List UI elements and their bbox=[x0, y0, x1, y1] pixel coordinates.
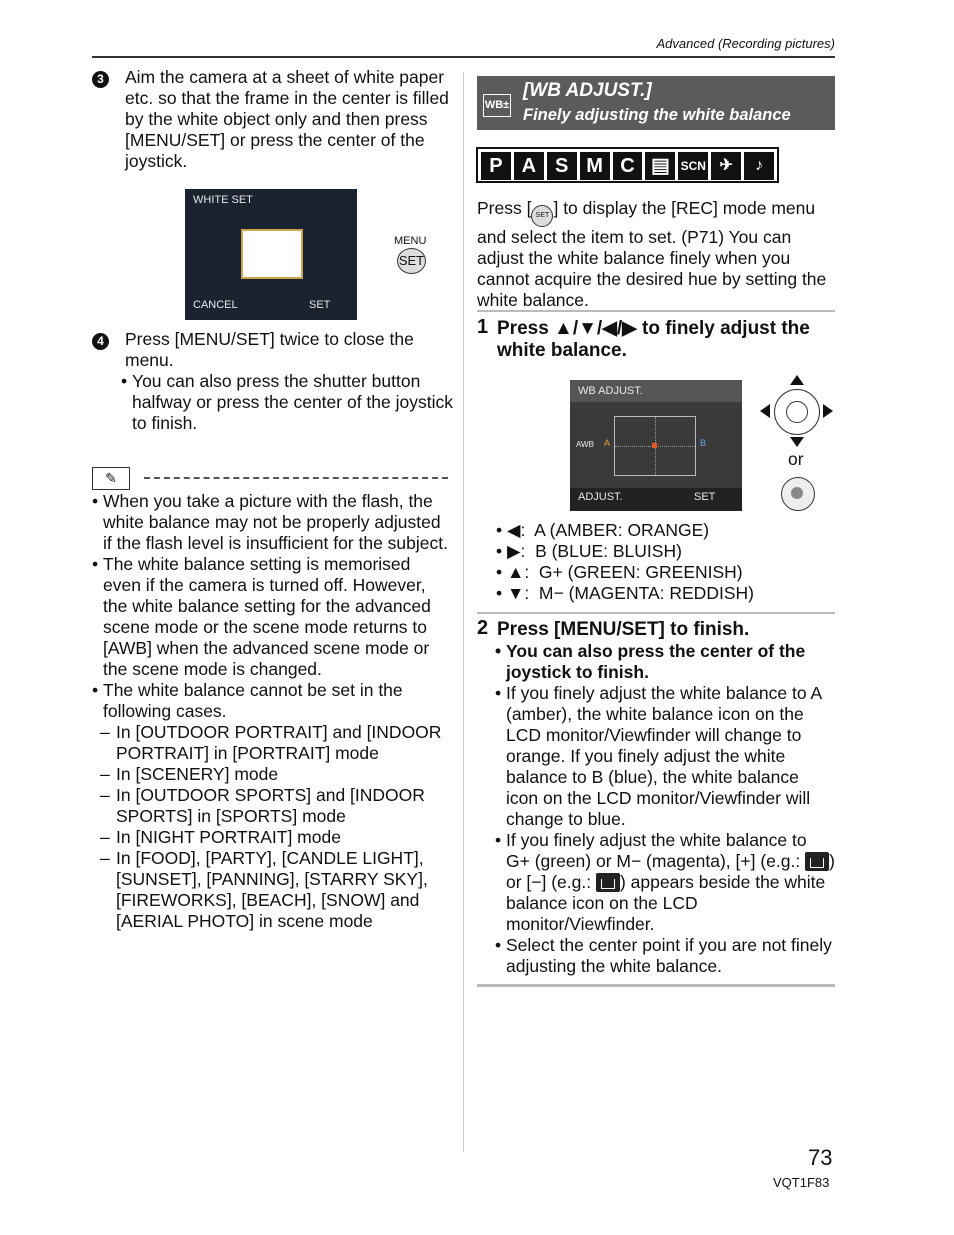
step4-bullet: • You can also press the shutter button halfway or press the center of the joystick to finish. bbox=[121, 371, 457, 434]
direction-item: • ▼: M− (MAGENTA: REDDISH) bbox=[496, 583, 836, 604]
step1-heading: Press ▲/▼/◀/▶ to finely adjust the white balance. bbox=[497, 318, 810, 361]
step2-heading: Press [MENU/SET] to finish. bbox=[497, 619, 750, 640]
lcd-wb-adjust-title: WB ADJUST. bbox=[578, 385, 643, 397]
white-frame bbox=[241, 229, 303, 279]
lcd-set-label: SET bbox=[309, 299, 331, 311]
lcd-cancel-label: CANCEL bbox=[193, 299, 238, 311]
banner-subtitle: Finely adjusting the white balance bbox=[523, 106, 791, 124]
step4-number: 4 bbox=[92, 333, 109, 350]
case-item: – In [SCENERY] mode bbox=[100, 764, 450, 785]
motion-picture-icon: ▤ bbox=[645, 152, 675, 180]
note-item: • The white balance cannot be set in the following cases. bbox=[92, 680, 450, 722]
step3-number: 3 bbox=[92, 71, 109, 88]
adjust-grid bbox=[614, 416, 696, 476]
step2-bullets bbox=[495, 641, 835, 977]
wb-minus-example-icon bbox=[596, 873, 620, 892]
document-code: VQT1F83 bbox=[773, 1175, 830, 1190]
column-divider bbox=[463, 72, 464, 1152]
section-end-rule bbox=[477, 984, 835, 987]
wb-plus-example-icon bbox=[805, 852, 829, 871]
direction-item: • ◀: A (AMBER: ORANGE) bbox=[496, 520, 836, 541]
case-item: – In [OUTDOOR PORTRAIT] and [INDOOR PORTRAIT] in [PORTRAIT] mode bbox=[100, 722, 450, 764]
step1-number: 1 bbox=[477, 316, 489, 338]
lcd-white-set-title: WHITE SET bbox=[193, 194, 253, 206]
notes-list bbox=[92, 491, 450, 932]
note-icon: ✎ bbox=[92, 467, 130, 490]
lcd-b-label: B bbox=[700, 438, 707, 448]
note-item: • The white balance setting is memorised even if the camera is turned off. However, the white balance setting for the advanced scene mode or the scene mode returns to [AWB] when the advanced scene mode or the scene mode is changed. bbox=[92, 554, 450, 680]
lcd-a-label: A bbox=[604, 438, 611, 448]
lcd-white-set bbox=[185, 189, 357, 320]
center-point bbox=[652, 443, 657, 448]
case-item: – In [NIGHT PORTRAIT] mode bbox=[100, 827, 450, 848]
wb-adjust-banner bbox=[477, 76, 835, 130]
mode-c-icon: C bbox=[613, 152, 643, 180]
step2-bold-bullet: • You can also press the center of the joystick to finish. bbox=[495, 641, 835, 683]
case-item: – In [OUTDOOR SPORTS] and [INDOOR SPORTS] in [SPORTS] mode bbox=[100, 785, 450, 827]
step3-text: Aim the camera at a sheet of white paper etc. so that the frame in the center is filled by the white object only and then press [MENU/SET] or press the center of the joystick. bbox=[125, 67, 449, 171]
sports-mode-icon: ✈ bbox=[711, 152, 741, 180]
wb-adjust-icon: WB± bbox=[483, 94, 511, 117]
step2-number: 2 bbox=[477, 617, 489, 639]
note-dashed-rule bbox=[144, 477, 448, 479]
mode-m-icon: M bbox=[580, 152, 610, 180]
or-label: or bbox=[788, 449, 804, 469]
direction-list bbox=[496, 520, 836, 604]
direction-item: • ▶: B (BLUE: BLUISH) bbox=[496, 541, 836, 562]
lcd-adjust-label: ADJUST. bbox=[578, 491, 623, 503]
menu-set-button-icon: SET bbox=[397, 248, 426, 274]
case-item: – In [FOOD], [PARTY], [CANDLE LIGHT], [SUNSET], [PANNING], [STARRY SKY], [FIREWORKS], [BEACH], [SNOW] and [AERIAL PHOTO] in scene mode bbox=[100, 848, 450, 932]
section-rule bbox=[477, 612, 835, 614]
note-item: • When you take a picture with the flash, the white balance may not be properly adjusted if the flash level is insufficient for the subject. bbox=[92, 491, 450, 554]
menu-label: MENU bbox=[394, 235, 427, 247]
scene-mode-icon: SCN bbox=[678, 152, 708, 180]
header-rule bbox=[92, 56, 835, 58]
section-header: Advanced (Recording pictures) bbox=[656, 36, 835, 51]
lcd-awb-label: AWB bbox=[576, 440, 594, 449]
step2-bullet: • Select the center point if you are not finely adjusting the white balance. bbox=[495, 935, 835, 977]
mode-icons-bar bbox=[476, 147, 779, 183]
lcd-set-label: SET bbox=[694, 491, 716, 503]
portrait-mode-icon: ♪ bbox=[744, 152, 774, 180]
joystick-icon bbox=[777, 473, 817, 513]
menu-set-small-icon: SET bbox=[531, 205, 553, 227]
step2-bullet: • If you finely adjust the white balance to G+ (green) or M− (magenta), [+] (e.g.: ) or [−] (e.g.: ) appears beside the white balance icon on the LCD monitor/Viewfinder. bbox=[495, 830, 835, 935]
page-number: 73 bbox=[808, 1145, 833, 1170]
mode-a-icon: A bbox=[514, 152, 544, 180]
step2-bullet: • If you finely adjust the white balance to A (amber), the white balance icon on the LCD monitor/Viewfinder will change to orange. If you finely adjust the white balance to B (blue), the white balance icon on the LCD monitor/Viewfinder will change to blue. bbox=[495, 683, 835, 830]
banner-title: [WB ADJUST.] bbox=[523, 80, 652, 101]
lcd-wb-adjust bbox=[570, 380, 742, 511]
step4-text: Press [MENU/SET] twice to close the menu. bbox=[125, 329, 414, 370]
mode-s-icon: S bbox=[547, 152, 577, 180]
cursor-buttons-icon bbox=[760, 375, 834, 449]
direction-item: • ▲: G+ (GREEN: GREENISH) bbox=[496, 562, 836, 583]
intro-text: Press [ SET ] to display the [REC] mode menu and select the item to set. (P71) You can adjust the white balance finely when you cannot acquire the desired hue by setting the white balance. bbox=[477, 198, 827, 310]
section-rule bbox=[477, 310, 835, 312]
mode-p-icon: P bbox=[481, 152, 511, 180]
